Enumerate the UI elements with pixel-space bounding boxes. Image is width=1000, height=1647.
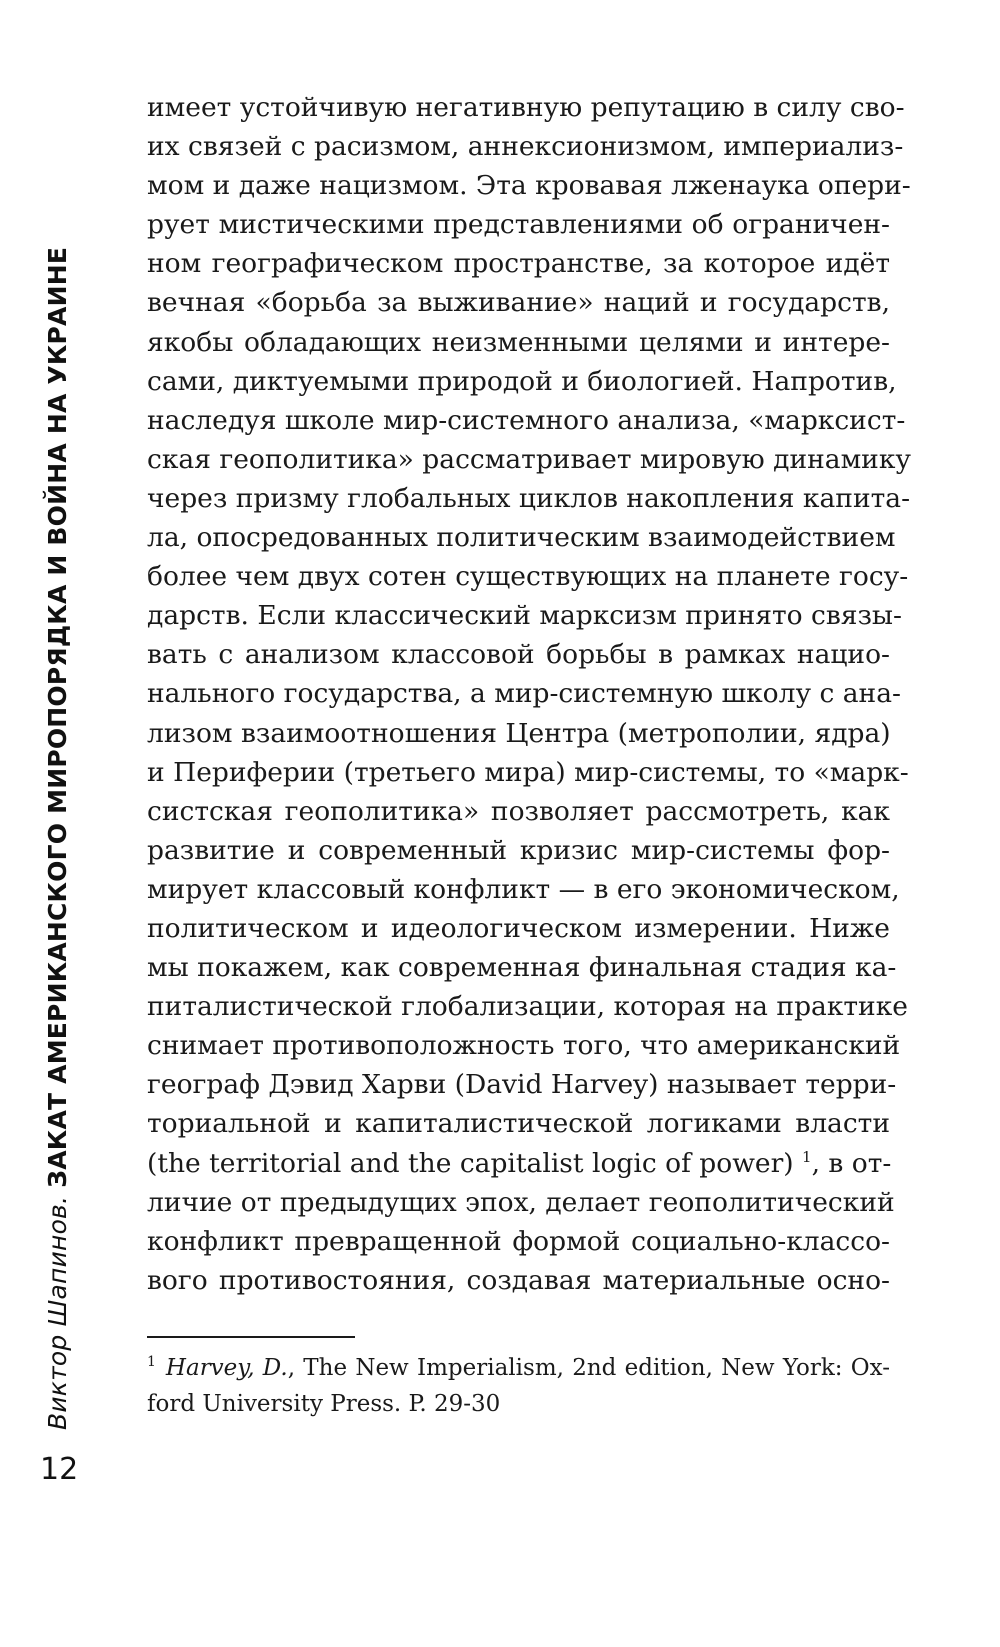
- text-line: их связей с расизмом, аннексионизмом, империализ-: [147, 131, 904, 163]
- text-line: дарств. Если классический марксизм принято связы-: [147, 600, 902, 632]
- text-line: якобы обладающих неизменными целями и интере-: [147, 326, 890, 358]
- text-line: вать с анализом классовой борьбы в рамках нацио-: [147, 639, 890, 671]
- text-line-with-footnote-ref: [147, 1144, 890, 1183]
- main-text: [147, 88, 911, 1300]
- text-line: лизом взаимоотношения Центра (метрополии, ядра): [147, 717, 891, 749]
- text-line: ская геополитика» рассматривает мировую динамику: [147, 443, 911, 475]
- text-line: сами, диктуемыми природой и биологией. Напротив,: [147, 365, 897, 397]
- text-line: систская геополитика» позволяет рассмотреть, как: [147, 795, 890, 827]
- running-head-title: ЗАКАТ АМЕРИКАНСКОГО МИРОПОРЯДКА И ВОЙНА НА УКРАИНЕ: [43, 246, 72, 1188]
- running-head-author: Виктор Шапинов.: [43, 1195, 72, 1430]
- text-line: мирует классовый конфликт — в его экономическом,: [147, 873, 900, 905]
- text-line: через призму глобальных циклов накопления капита-: [147, 482, 911, 514]
- text-line: вечная «борьба за выживание» наций и государств,: [147, 287, 890, 319]
- footnote-line: ford University Press. P. 29-30: [147, 1391, 501, 1417]
- footnote-text: , The New Imperialism, 2nd edition, New York: Ox-: [287, 1355, 890, 1381]
- text-line: наследуя школе мир-системного анализа, «марксист-: [147, 404, 906, 436]
- text-line: политическом и идеологическом измерении. Ниже: [147, 912, 890, 944]
- footnote-line: [147, 1350, 890, 1386]
- text-line: снимает противоположность того, что американский: [147, 1030, 901, 1062]
- running-head: [38, 230, 78, 1430]
- footnote-reference[interactable]: 1: [802, 1147, 812, 1166]
- text-line: географ Дэвид Харви (David Harvey) называет терри-: [147, 1069, 897, 1101]
- text-line: ла, опосредованных политическим взаимодействием: [147, 522, 896, 554]
- text-fragment: (the territorial and the capitalist logic of power): [147, 1147, 803, 1179]
- text-line: ториальной и капиталистической логиками власти: [147, 1108, 890, 1140]
- text-line: имеет устойчивую негативную репутацию в силу сво-: [147, 92, 905, 123]
- text-line: рует мистическими представлениями об ограничен-: [147, 209, 890, 241]
- text-line: мом и даже нацизмом. Эта кровавая лженаука опери-: [147, 170, 911, 202]
- page-number: 12: [40, 1452, 79, 1487]
- text-line: развитие и современный кризис мир-системы фор-: [147, 834, 890, 866]
- text-line: конфликт превращенной формой социально-классо-: [147, 1225, 890, 1257]
- text-fragment: , в от-: [811, 1147, 892, 1179]
- text-line: питалистической глобализации, которая на практике: [147, 991, 908, 1023]
- footnote: [147, 1350, 890, 1422]
- text-line: более чем двух сотен существующих на планете госу-: [147, 561, 909, 593]
- text-line: вого противостояния, создавая материальные осно-: [147, 1264, 890, 1296]
- text-line: ном географическом пространстве, за которое идёт: [147, 248, 890, 280]
- footnote-divider: [147, 1336, 355, 1338]
- text-line: нального государства, а мир-системную школу с ана-: [147, 678, 901, 710]
- text-line: личие от предыдущих эпох, делает геополитический: [147, 1186, 895, 1218]
- text-line: и Периферии (третьего мира) мир-системы, то «марк-: [147, 756, 909, 788]
- footnote-author: Harvey, D.: [165, 1355, 288, 1381]
- footnote-number: 1: [147, 1354, 156, 1371]
- text-line: мы покажем, как современная финальная стадия ка-: [147, 952, 897, 984]
